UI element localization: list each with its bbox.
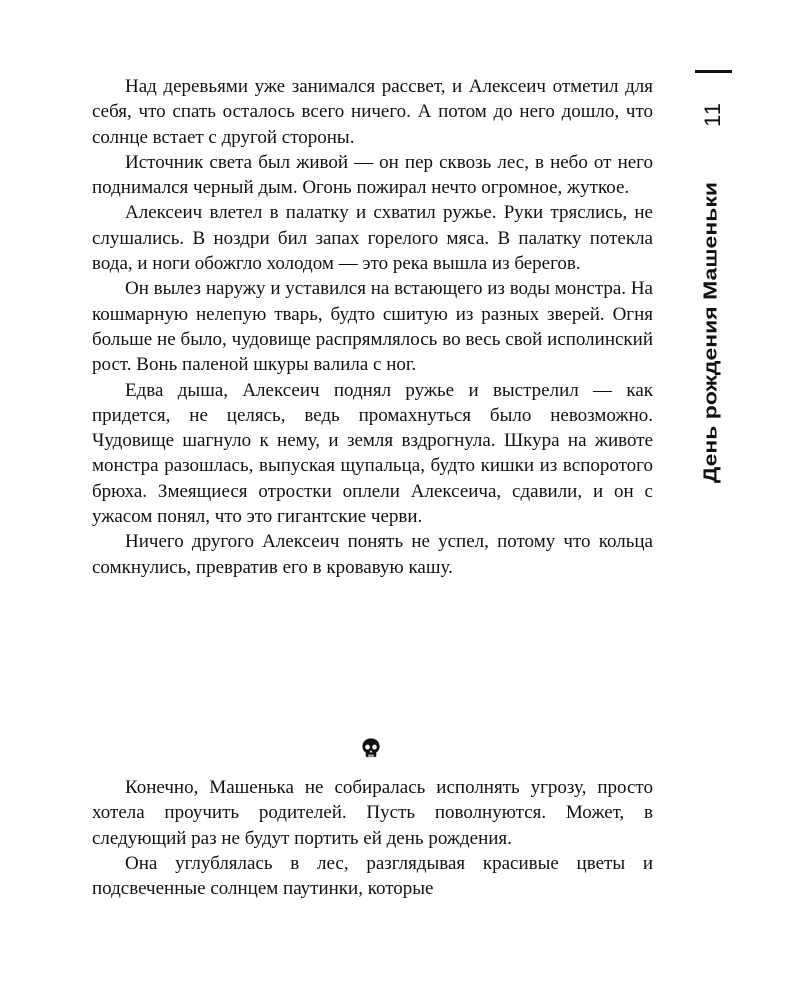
skull-icon — [360, 737, 382, 759]
paragraph: Над деревьями уже занимался рассвет, и Алексеич отметил для себя, что спать осталось всего ничего. А потом до него дошло, что солнце встает с другой стороны. — [92, 76, 653, 148]
paragraph: Ничего другого Алексеич понять не успел, потому что кольца сомкнулись, превратив его в кровавую кашу. — [92, 531, 653, 578]
story-section-1 — [92, 74, 653, 580]
paragraph: Она углублялась в лес, разглядывая красивые цветы и подсвеченные солнцем паутинки, которые — [92, 852, 653, 900]
paragraph: Едва дыша, Алексеич поднял ружье и выстрелил — как придется, не целясь, ведь промахнуться было невозможно. Чудовище шагнуло к нему, и земля вздрогнула. Шкура на животе монстра разошлась, выпуская щупальца, будто кишки из вспоротого брюха. Змеящиеся отростки оплели Алексеича, сдавили, и он с ужасом понял, что это гигантские черви. — [92, 379, 653, 528]
running-title: День рождения Машеньки — [699, 182, 721, 484]
story-section-2 — [92, 775, 653, 901]
running-header — [692, 70, 732, 484]
paragraph: Источник света был живой — он пер сквозь лес, в небо от него поднимался черный дым. Огонь пожирал нечто огромное, жуткое. — [92, 151, 653, 199]
paragraph: Конечно, Машенька не собиралась исполнять угрозу, просто хотела проучить родителей. Пусть поволнуются. Может, в следующий раз не будут портить ей день рождения. — [92, 777, 653, 849]
page-number: 11 — [700, 102, 725, 127]
header-rule — [695, 70, 732, 73]
paragraph: Алексеич влетел в палатку и схватил ружье. Руки тряслись, не слушались. В ноздри бил запах горелого мяса. В палатку потекла вода, и ноги обожгло холодом — это река вышла из берегов. — [92, 202, 653, 275]
paragraph: Он вылез наружу и уставился на встающего из воды монстра. На кошмарную нелепую тварь, будто сшитую из разных зверей. Огня больше не было, чудовище распрямлялось во весь свой исполинский рост. Вонь паленой шкуры валила с ног. — [92, 278, 653, 376]
